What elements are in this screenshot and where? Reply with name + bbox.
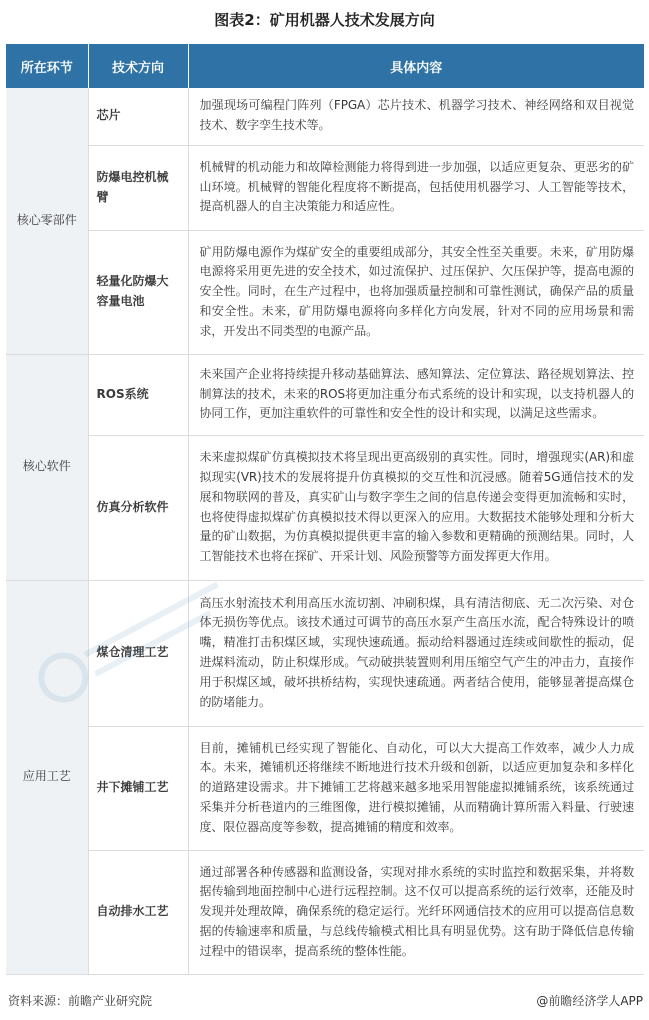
table-row [6,726,644,850]
row-content: 矿用防爆电源作为煤矿安全的重要组成部分，其安全性至关重要。未来，矿用防爆电源将采用更先进的安全技术，如过流保护、过压保护、欠压保护等，提高电源的安全性。同时，在生产过程中，也将加强质量控制和可靠性测试，确保产品的质量和安全性。未来，矿用防爆电源将向多样化方向发展，针对不同的应用场景和需求，开发出不同类型的电源产品。 [188,230,644,354]
table-row [6,230,644,354]
row-direction: 轻量化防爆大容量电池 [88,230,188,354]
row-content: 高压水射流技术利用高压水流切割、冲刷积煤，具有清洁彻底、无二次污染、对仓体无损伤等优点。该技术通过可调节的高压水泵产生高压水流，配合特殊设计的喷嘴，精准打击积煤区域，实现快速疏通。振动给料器通过连续或间歇性的振动，促进煤料流动，防止积煤形成。气动破拱装置则利用压缩空气产生的冲击力，直接作用于积煤区域，破坏拱桥结构，实现快速疏通。两者结合使用，能够显著提高煤仓的防堵能力。 [188,580,644,726]
row-content: 未来虚拟煤矿仿真模拟技术将呈现出更高级别的真实性。同时，增强现实(AR)和虚拟现实(VR)技术的发展将提升仿真模拟的交互性和沉浸感。随着5G通信技术的发展和物联网的普及，真实矿山与数字孪生之间的信息传递会变得更加流畅和实时，也将使得虚拟煤矿仿真模拟技术得以更深入的应用。大数据技术能够处理和分析大量的矿山数据，为仿真模拟提供更丰富的输入参数和更精确的预测结果。同时，人工智能技术也将在探矿、开采计划、风险预警等方面发挥更大作用。 [188,435,644,580]
row-direction: ROS系统 [88,354,188,435]
table-row [6,88,644,145]
page-title: 图表2：矿用机器人技术发展方向 [214,11,435,29]
table-row [6,435,644,580]
row-content: 加强现场可编程门阵列（FPGA）芯片技术、机器学习技术、神经网络和双目视觉技术、数字孪生技术等。 [188,88,644,145]
brand-credit: @前瞻经济学人APP [536,994,643,1008]
section-application-process: 应用工艺 [6,580,88,974]
header-direction: 技术方向 [88,44,188,88]
row-direction: 井下摊铺工艺 [88,726,188,850]
header-stage: 所在环节 [6,44,88,88]
table-header-row [6,44,644,88]
table-row [6,145,644,230]
row-direction: 自动排水工艺 [88,850,188,974]
header-content: 具体内容 [188,44,644,88]
table-row [6,580,644,726]
section-core-software: 核心软件 [6,354,88,580]
row-content: 通过部署各种传感器和监测设备，实现对排水系统的实时监控和数据采集，并将数据传输到地面控制中心进行远程控制。这不仅可以提高系统的运行效率，还能及时发现并处理故障，确保系统的稳定运行。光纤环网通信技术的应用可以提高信息数据的传输速率和质量，与总线传输模式相比具有明显优势。这有助于降低信息传输过程中的错误率，提高系统的整体性能。 [188,850,644,974]
row-direction: 仿真分析软件 [88,435,188,580]
row-direction: 芯片 [88,88,188,145]
section-core-components: 核心零部件 [6,88,88,354]
source-note: 资料来源：前瞻产业研究院 [8,994,153,1008]
table-row [6,850,644,974]
row-direction: 煤仓清理工艺 [88,580,188,726]
table-row [6,354,644,435]
row-direction: 防爆电控机械臂 [88,145,188,230]
row-content: 未来国产企业将持续提升移动基础算法、感知算法、定位算法、路径规划算法、控制算法的技术，未来的ROS将更加注重分布式系统的设计和实现，以支持机器人的协同工作，更加注重软件的可靠性和安全性的设计和实现，以满足这些需求。 [188,354,644,435]
tech-direction-table [6,44,644,975]
row-content: 机械臂的机动能力和故障检测能力将得到进一步加强，以适应更复杂、更恶劣的矿山环境。机械臂的智能化程度将不断提高，包括使用机器学习、人工智能等技术，提高机器人的自主决策能力和适应性。 [188,145,644,230]
row-content: 目前，摊铺机已经实现了智能化、自动化，可以大大提高工作效率，减少人力成本。未来，摊铺机还将继续不断地进行技术升级和创新，以适应更加复杂和多样化的道路建设需求。井下摊铺工艺将越来越多地采用智能虚拟摊铺系统，该系统通过采集并分析巷道内的三维图像，进行模拟摊铺，从而精确计算所需入料量、行驶速度、限位器高度等参数，提高摊铺的精度和效率。 [188,726,644,850]
